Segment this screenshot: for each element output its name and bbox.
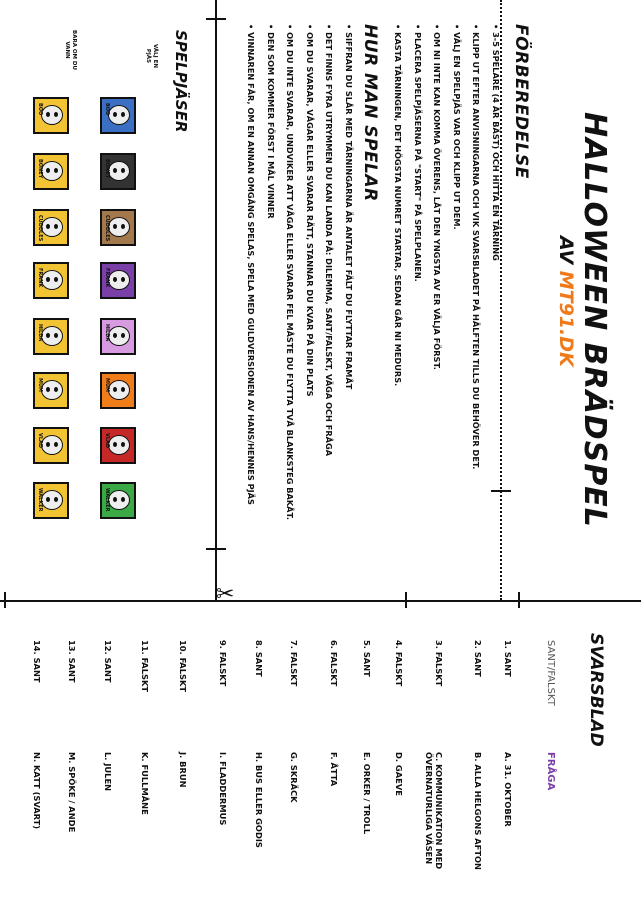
list-item: • 3-5 SPELARE (4 ÄR BÄST) OCH HITTA EN TÄRNING	[486, 24, 506, 469]
answer-truefalse: 3. FALSKT	[434, 640, 444, 687]
answer-truefalse: 5. SANT	[362, 640, 372, 677]
byline-site: MT91.DK	[555, 270, 577, 367]
answer-question: L. JULEN	[103, 752, 113, 792]
answer-truefalse: 1. SANT	[503, 640, 513, 677]
cut-line-vertical	[215, 0, 217, 600]
list-item: • DEN SOM KOMMER FÖRST I MÅL VINNER	[261, 24, 281, 520]
piece-label: BOO	[37, 103, 43, 116]
character-face-icon	[41, 105, 63, 125]
tick-mark	[491, 490, 511, 492]
list-item: • KLIPP UT EFTER ANVISNINGARNA OCH VIK SVARSBLADET PÅ HÄLFTEN TILLS DU BEHÖVER DET.	[466, 24, 486, 469]
game-piece-gold	[33, 153, 69, 190]
piece-label: FRANK	[104, 268, 110, 288]
tick-mark	[206, 548, 226, 550]
game-piece-gold	[33, 262, 69, 299]
answer-truefalse: 2. SANT	[473, 640, 483, 677]
pieces-heading: SPELPJÄSER	[172, 30, 190, 133]
piece-label: BOO	[104, 103, 110, 116]
answer-question: J. BRUN	[178, 752, 188, 788]
answer-question: K. FULLMÅNE	[140, 752, 150, 815]
game-piece-gold	[33, 209, 69, 246]
answer-question: D. GAEVE	[394, 752, 404, 796]
piece-label: VLAD	[37, 433, 43, 449]
answer-truefalse: 9. FALSKT	[218, 640, 228, 687]
game-piece-top	[100, 262, 136, 299]
character-face-icon	[108, 326, 130, 346]
tick-mark	[405, 592, 407, 608]
game-piece-top	[100, 372, 136, 409]
game-piece-top	[100, 482, 136, 519]
answer-truefalse: 14. SANT	[32, 640, 42, 683]
answer-truefalse: 4. FALSKT	[394, 640, 404, 687]
character-face-icon	[41, 161, 63, 181]
game-piece-gold	[33, 482, 69, 519]
tick-mark	[518, 592, 520, 608]
pieces-note-bottom: BARA OM DU VANN	[64, 30, 77, 70]
answer-question: F. ÅTTA	[329, 752, 339, 787]
answer-question: A. 31. OKTOBER	[503, 752, 513, 827]
list-item: • OM NI INTE KAN KOMMA ÖVERENS, LÅT DEN YNGSTA AV ER VÄLJA FÖRST.	[427, 24, 447, 469]
piece-label: BONEY	[37, 159, 43, 179]
answers-col-question: FRÅGA	[545, 752, 556, 791]
answer-question: H. BUS ELLER GODIS	[254, 752, 264, 848]
piece-label: VLAD	[104, 433, 110, 449]
piece-label: MUM	[104, 378, 110, 393]
game-piece-top	[100, 153, 136, 190]
piece-label: HILDA	[37, 324, 43, 342]
answer-question: I. FLADDERMUS	[218, 752, 228, 826]
list-item: • SIFFRAN DU SLÅR MED TÄRNINGARNA ÄR ANTALET FÄLT DU FLYTTAR FRAMÅT	[339, 24, 359, 520]
cut-line-horizontal	[0, 600, 641, 602]
game-piece-gold	[33, 427, 69, 464]
game-piece-gold	[33, 372, 69, 409]
tick-mark	[206, 18, 226, 20]
answer-question: B. ALLA HELGONS AFTON	[473, 752, 483, 870]
piece-label: WALKER	[37, 488, 43, 512]
pieces-note-top: VÄLJ EN PJÄS	[145, 44, 158, 68]
character-face-icon	[41, 490, 63, 510]
piece-label: MUM	[37, 378, 43, 393]
character-face-icon	[41, 326, 63, 346]
answer-truefalse: 7. FALSKT	[289, 640, 299, 687]
game-piece-top	[100, 318, 136, 355]
game-piece-top	[100, 97, 136, 134]
list-item: • OM DU SVARAR, VÅGAR ELLER SVARAR RÄTT, STANNAR DU KVAR PÅ DIN PLATS	[300, 24, 320, 520]
answer-truefalse: 11. FALSKT	[140, 640, 150, 693]
answers-col-truefalse: SANT/FALSKT	[545, 640, 556, 706]
byline-prefix: AV	[555, 236, 577, 271]
list-item: • VÄLJ EN SPELPJÄS VAR OCH KLIPP UT DEM.	[447, 24, 467, 469]
answer-question: N. KATT (SVART)	[32, 752, 42, 830]
piece-label: BONEY	[104, 159, 110, 179]
game-piece-gold	[33, 318, 69, 355]
list-item: • DET FINNS FYRA UTRYMMEN DU KAN LANDA PÅ: DILEMMA, SANT/FALSKT, VÄGA OCH FRÅGA	[319, 24, 339, 520]
game-piece-gold	[33, 97, 69, 134]
piece-label: CUDDLES	[37, 215, 43, 242]
answer-question: E. ORKER / TROLL	[362, 752, 372, 835]
page-title: HALLOWEEN BRÄDSPEL	[577, 112, 612, 528]
howto-list	[241, 24, 358, 520]
character-face-icon	[108, 435, 130, 455]
answers-heading: SVARSBLAD	[586, 633, 606, 747]
list-item: • OM DU INTE SVARAR, UNDVIKER ATT VÅGA ELLER SVARAR FEL MÅSTE DU FLYTTA TVÅ BLANKSTEG BAKÅT.	[280, 24, 300, 520]
preparation-list	[388, 24, 505, 469]
answer-question: G. SKRÄCK	[289, 752, 299, 803]
answer-question: C. KOMMUNIKATION MED ÖVERNATURLIGA VÄSEN	[424, 752, 444, 870]
howto-heading: HUR MAN SPELAR	[360, 24, 380, 202]
game-piece-top	[100, 209, 136, 246]
scissors-icon: ✂	[216, 582, 235, 607]
answer-question: M. SPÖKE / ANDE	[67, 752, 77, 833]
list-item: • VINNAREN FÅR, OM EN ANNAN OMGÅNG SPELAS, SPELA MED GULDVERSIONEN AV HANS/HENNES PJÄS	[241, 24, 261, 520]
character-face-icon	[41, 217, 63, 237]
game-piece-top	[100, 427, 136, 464]
piece-label: FRANK	[37, 268, 43, 288]
answer-truefalse: 8. SANT	[254, 640, 264, 677]
answer-truefalse: 13. SANT	[67, 640, 77, 683]
character-face-icon	[41, 435, 63, 455]
piece-label: WALKER	[104, 488, 110, 512]
character-face-icon	[108, 217, 130, 237]
preparation-heading: FÖRBEREDELSE	[511, 24, 531, 179]
answer-truefalse: 12. SANT	[103, 640, 113, 683]
answer-truefalse: 10. FALSKT	[178, 640, 188, 693]
character-face-icon	[41, 270, 63, 290]
tick-mark	[491, 600, 511, 602]
character-face-icon	[108, 270, 130, 290]
character-face-icon	[41, 380, 63, 400]
piece-label: HILDA	[104, 324, 110, 342]
character-face-icon	[108, 105, 130, 125]
list-item: • PLACERA SPELPJÄSERNA PÅ "START" PÅ SPELPLANEN.	[408, 24, 428, 469]
list-item: • KASTA TÄRNINGEN, DET HÖGSTA NUMRET STARTAR, SEDAN GÅR NI MEDURS.	[388, 24, 408, 469]
character-face-icon	[108, 161, 130, 181]
answer-truefalse: 6. FALSKT	[329, 640, 339, 687]
piece-label: CUDDLES	[104, 215, 110, 242]
character-face-icon	[108, 490, 130, 510]
tick-mark	[4, 592, 6, 608]
character-face-icon	[108, 380, 130, 400]
byline	[555, 236, 577, 367]
